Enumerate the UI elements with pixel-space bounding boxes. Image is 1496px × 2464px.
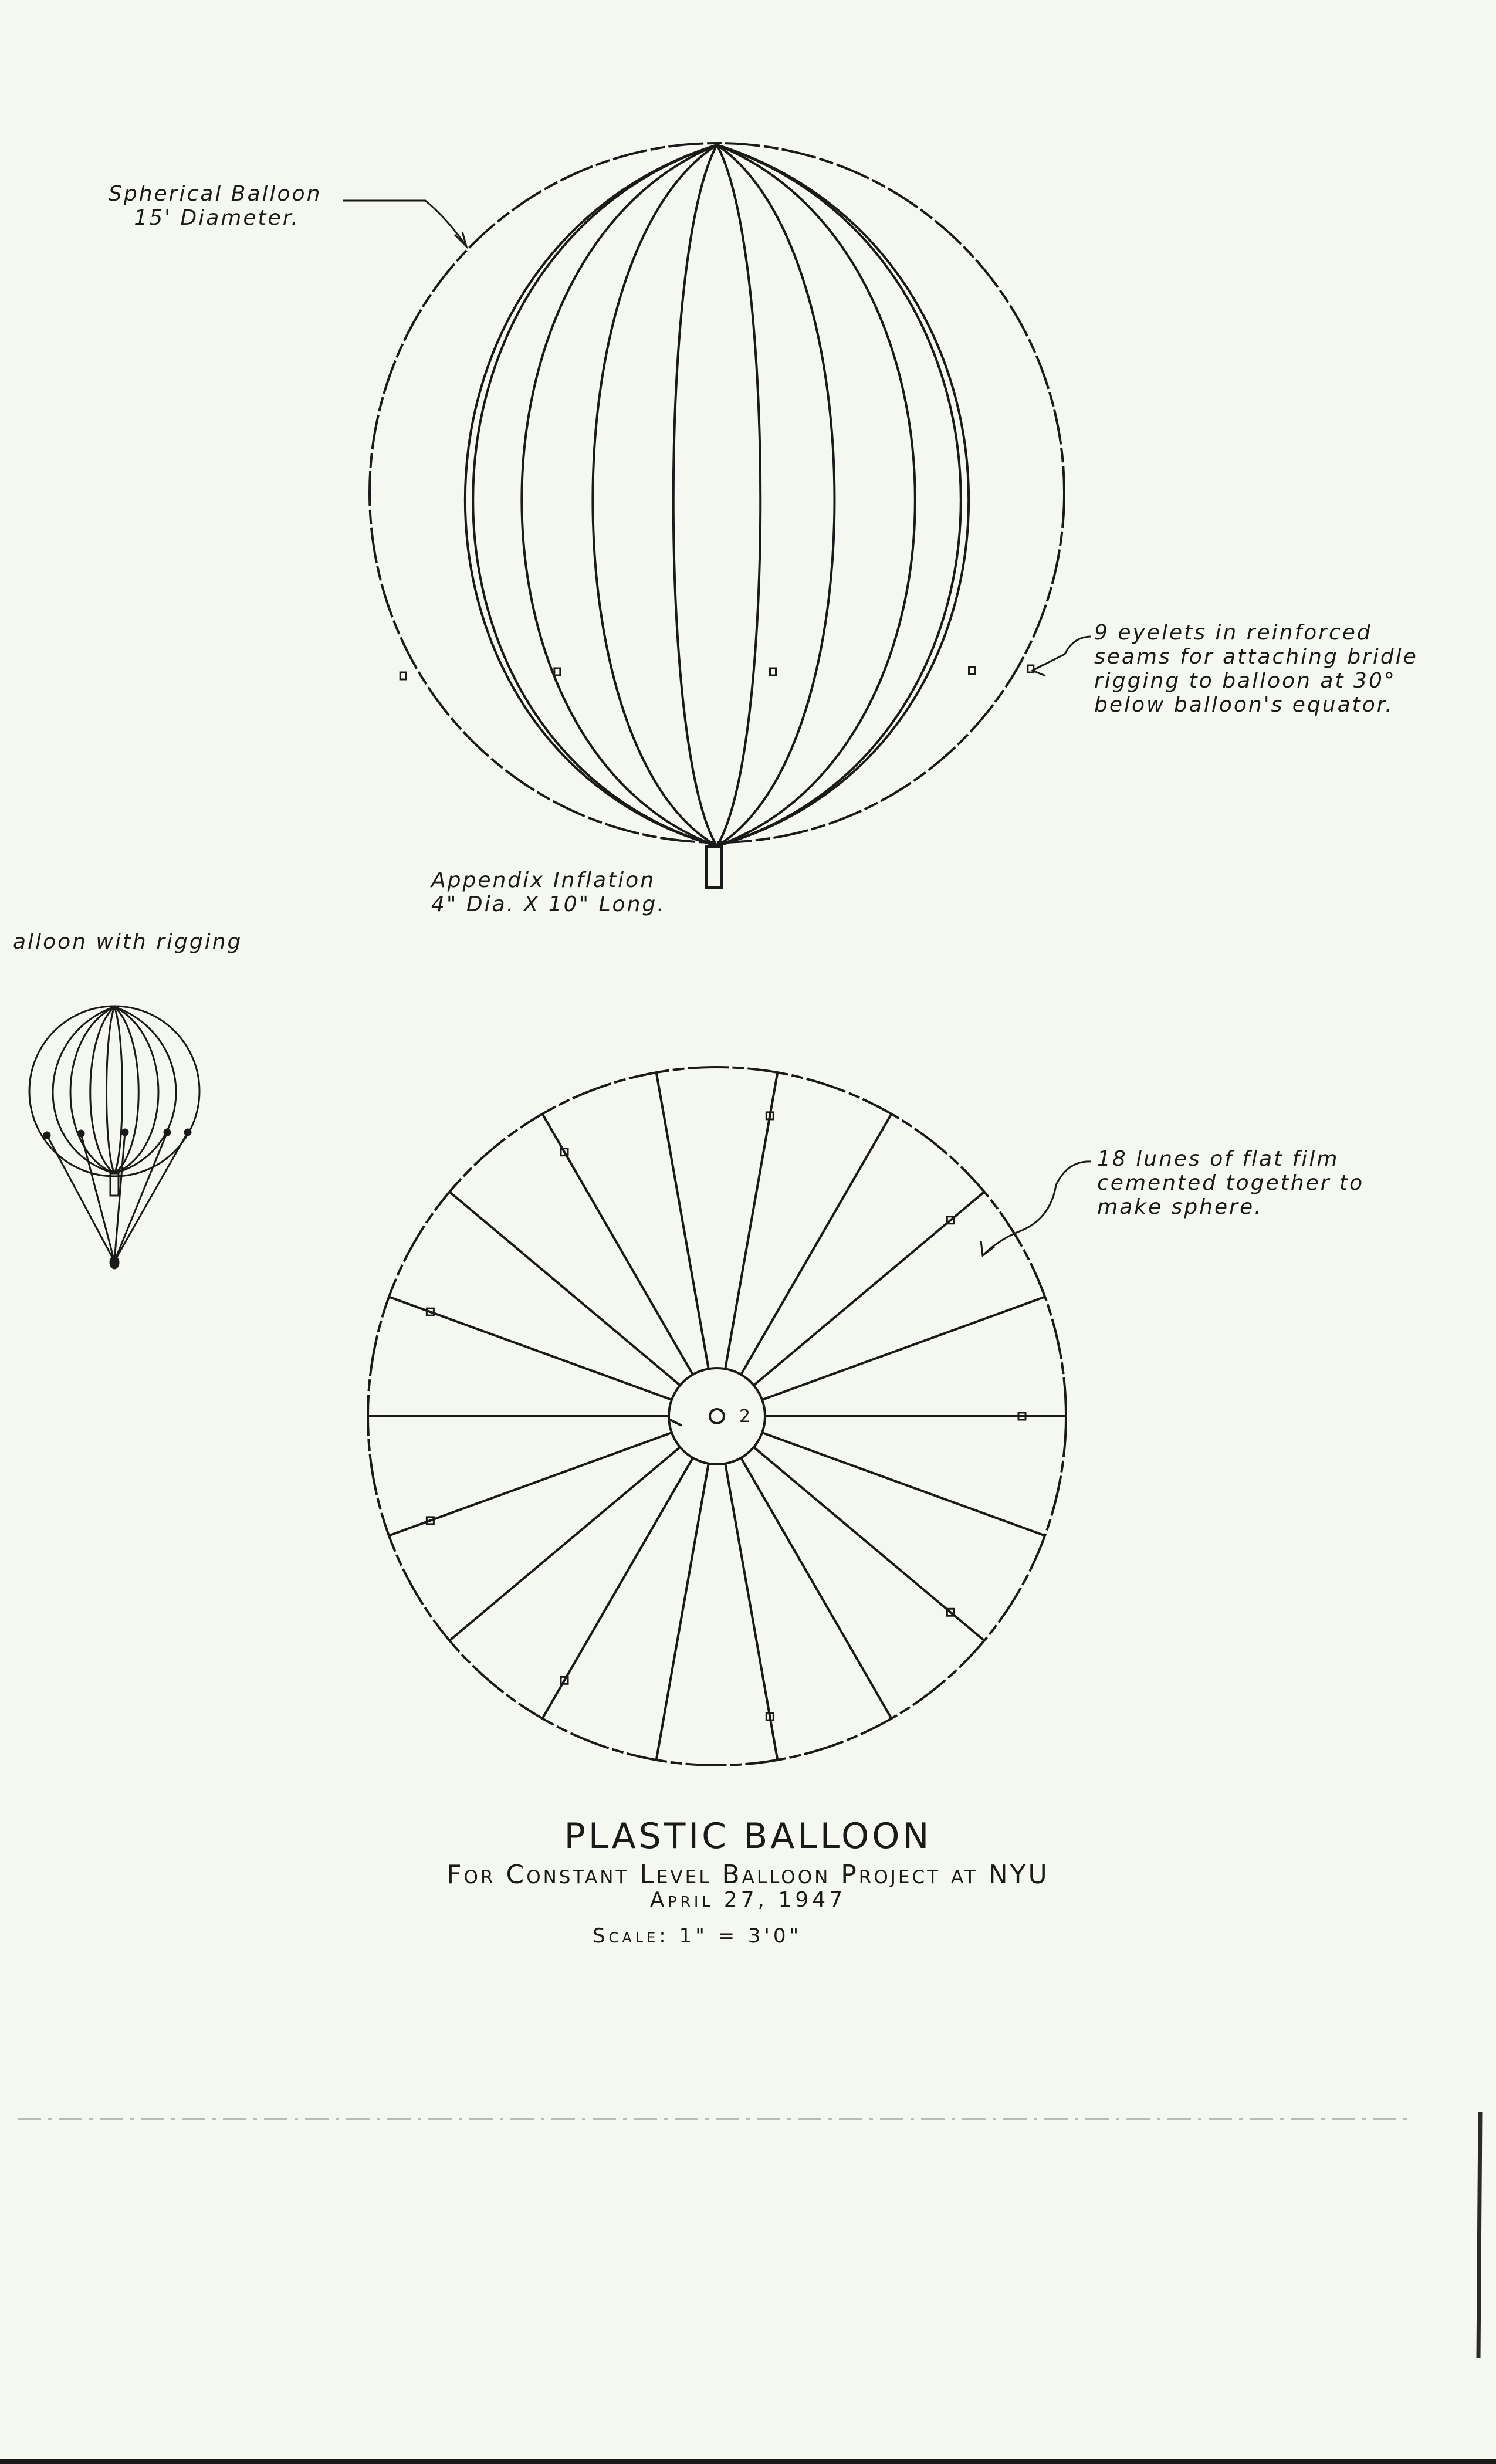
balloon-seam — [717, 145, 969, 846]
eyelet — [400, 672, 406, 679]
balloon-seam — [717, 145, 760, 846]
balloon-plan-view — [368, 1067, 1066, 1765]
small-balloon-seam — [114, 1007, 138, 1173]
lune-seam — [449, 1447, 680, 1641]
eyelet — [770, 668, 776, 675]
sheet-right-edge-mark — [1478, 2112, 1480, 2358]
payload-weight — [110, 1257, 119, 1268]
balloon-elevation-view — [370, 143, 1064, 888]
balloon-with-rigging-sketch — [29, 1006, 199, 1268]
crown-tick — [670, 1420, 682, 1426]
small-balloon-seam — [53, 1007, 114, 1173]
balloon-seam — [473, 145, 717, 846]
lune-seam — [754, 1192, 984, 1386]
appendix-note: Appendix Inflation 4" Dia. X 10" Long. — [431, 868, 666, 916]
plan-center-point — [710, 1409, 724, 1423]
eyelet — [554, 668, 560, 675]
spherical-balloon-note: Spherical Balloon 15' Diameter. — [109, 182, 322, 230]
lunes-note: 18 lunes of flat film cemented together to make sphere. — [1097, 1147, 1365, 1219]
appendix-inflation-tube — [706, 847, 722, 888]
leader-lines — [343, 201, 1091, 1255]
eyelet — [969, 667, 975, 674]
eyelets-note: 9 eyelets in reinforced seams for attaching bridle rigging to balloon at 30° below balloon's equator. — [1094, 621, 1418, 717]
rigging-line — [47, 1135, 114, 1261]
balloon-seam — [673, 145, 717, 846]
lune-seam — [389, 1297, 672, 1399]
plan-crown-circle — [669, 1368, 765, 1464]
lune-seam — [389, 1433, 672, 1535]
lune-seam — [754, 1447, 984, 1641]
balloon-seam — [717, 145, 834, 846]
lune-seam — [762, 1433, 1045, 1535]
lunes-leader — [983, 1162, 1091, 1255]
lunes-arrow — [981, 1241, 994, 1255]
project-subtitle: For Constant Level Balloon Project at NYU — [446, 1860, 1050, 1890]
lune-seam — [449, 1192, 680, 1386]
small-balloon-seam — [114, 1007, 123, 1173]
balloon-seam — [717, 145, 961, 846]
small-balloon-seam — [107, 1007, 115, 1173]
drawing-date: April 27, 1947 — [649, 1888, 847, 1912]
drawing-title: PLASTIC BALLOON — [564, 1816, 932, 1857]
lune-seam — [762, 1297, 1045, 1399]
balloon-with-rigging-caption: alloon with rigging — [13, 930, 243, 954]
spherical-balloon-leader — [343, 201, 466, 246]
balloon-seam — [593, 145, 717, 846]
drawing-scale: Scale: 1" = 3'0" — [593, 1924, 803, 1948]
center-mark-label: 2 — [739, 1406, 751, 1427]
small-balloon-seam — [90, 1007, 114, 1173]
